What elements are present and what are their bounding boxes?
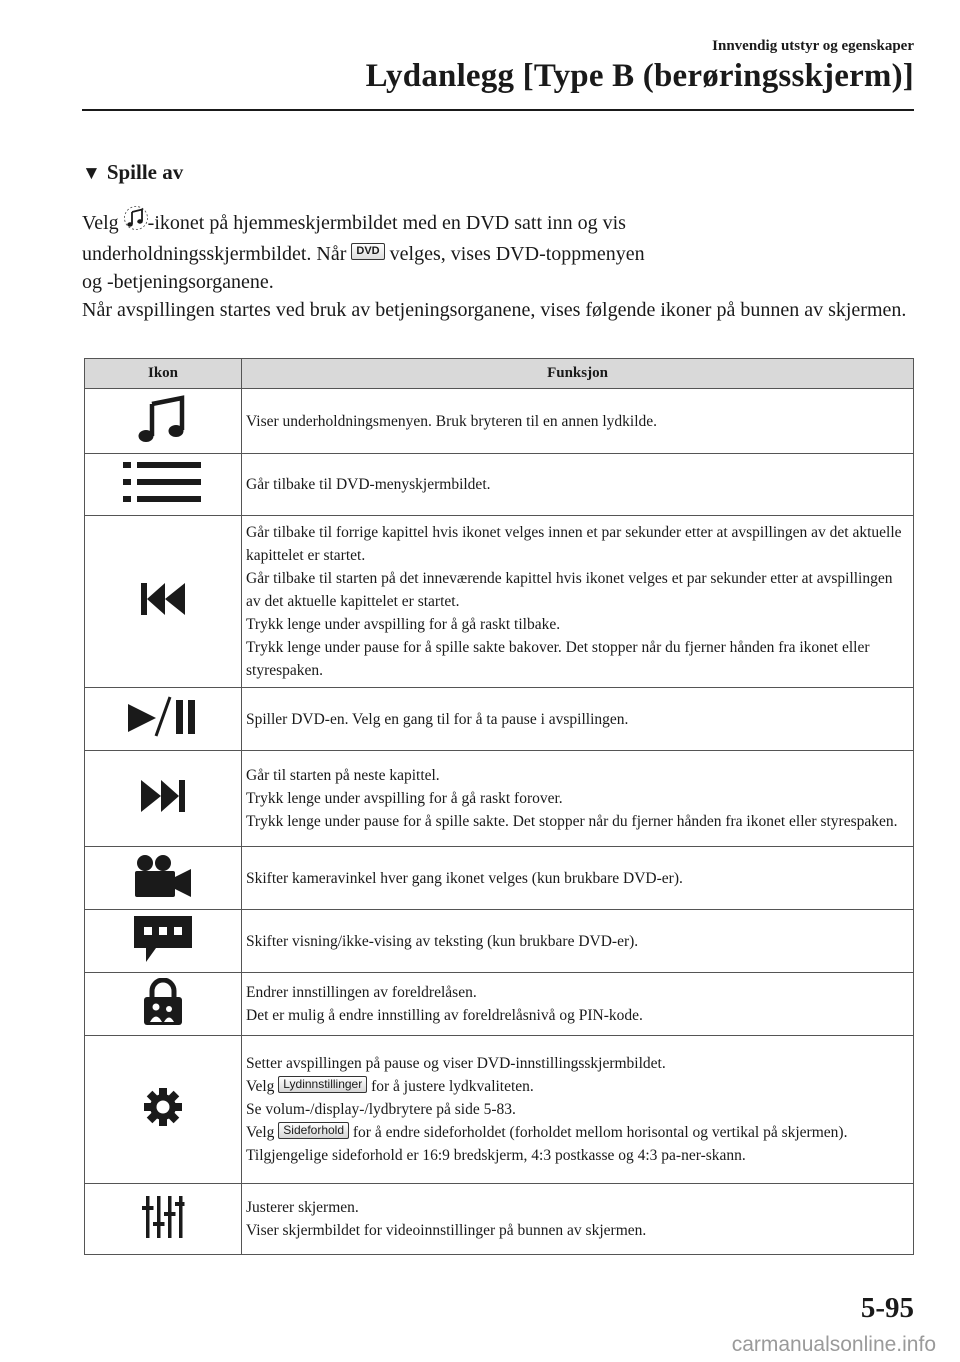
skip-next-icon	[139, 777, 187, 815]
intro-line3: og -betjeningsorganene.	[82, 271, 274, 293]
function-text: Trykk lenge under pause for å spille sakte. Det stopper når du fjerner hånden fra ikonet eller styrespaken.	[246, 813, 898, 830]
function-text: Trykk lenge under avspilling for å gå raskt forover.	[246, 790, 563, 807]
function-text: Skifter kameravinkel hver gang ikonet velges (kun brukbare DVD-er).	[246, 869, 683, 887]
velg-label: Velg	[246, 1124, 279, 1141]
intro-paragraph-1	[82, 206, 917, 296]
function-text: Skifter visning/ikke-vising av teksting (kun brukbare DVD-er).	[246, 932, 639, 950]
chapter-title: Lydanlegg [Type B (berøringsskjerm)]	[365, 58, 914, 94]
chapter-subtitle: Innvendig utstyr og egenskaper	[712, 38, 914, 54]
gear-icon	[143, 1087, 183, 1127]
table-row	[85, 847, 914, 910]
function-text: Det er mulig å endre innstilling av foreldrelåsnivå og PIN-kode.	[246, 1007, 643, 1024]
table-row	[85, 516, 914, 688]
table-row	[85, 1036, 914, 1184]
function-text: Trykk lenge under pause for å spille sakte bakover. Det stopper når du fjerner hånden fra ikonet eller styrespaken.	[246, 639, 870, 679]
table-row	[85, 389, 914, 454]
video-camera-icon	[133, 853, 193, 899]
table-row	[85, 1184, 914, 1255]
table-row	[85, 910, 914, 973]
function-text: Går tilbake til starten på det inneværende kapittel hvis ikonet velges et par sekunder etter at avspillingen av det aktuelle kapittelet er startet.	[246, 570, 893, 610]
intro-velg: Velg	[82, 212, 124, 234]
function-text: Se volum-/display-/lydbrytere på side 5-83.	[246, 1101, 516, 1118]
function-text: Går tilbake til forrige kapittel hvis ikonet velges innen et par sekunder etter at avspillingen av det aktuelle kapittelet er startet.	[246, 524, 902, 564]
table-row	[85, 751, 914, 847]
function-text: Justerer skjermen.	[246, 1199, 359, 1216]
velg-label: Velg	[246, 1078, 279, 1095]
header-divider	[82, 109, 914, 111]
column-header-function: Funksjon	[242, 359, 914, 389]
music-note-icon	[124, 206, 148, 240]
intro-line1: -ikonet på hjemmeskjermbildet med en DVD satt inn og vis	[147, 212, 626, 234]
function-text: Viser skjermbildet for videoinnstillinger på bunnen av skjermen.	[246, 1222, 647, 1239]
table-row	[85, 688, 914, 751]
dvd-button: DVD	[351, 243, 384, 260]
column-header-icon: Ikon	[85, 359, 242, 389]
function-text: Viser underholdningsmenyen. Bruk bryteren til en annen lydkilde.	[246, 412, 658, 430]
lydinnstillinger-button: Lydinnstillinger	[278, 1076, 367, 1093]
sideforhold-button: Sideforhold	[278, 1122, 349, 1139]
function-text: Endrer innstillingen av foreldrelåsen.	[246, 984, 477, 1001]
table-row	[85, 454, 914, 516]
function-text-after-key2: for å endre sideforholdet (forholdet mellom horisontal og vertikal på skjermen). Tilgjengelige sideforhold er 16:9 bredskjerm, 4:3 postkasse og 4:3 pa-ner-skann.	[246, 1124, 848, 1164]
subtitle-bubble-icon	[132, 914, 194, 964]
triangle-bullet-icon: ▼	[82, 163, 101, 184]
parental-lock-icon	[142, 978, 184, 1026]
skip-previous-icon	[139, 580, 187, 618]
watermark: carmanualsonline.info	[731, 1333, 936, 1356]
intro-paragraph-2: Når avspillingen startes ved bruk av betjeningsorganene, vises følgende ikoner på bunnen av skjermen.	[82, 299, 907, 321]
table-header-row	[85, 359, 914, 389]
intro-line2-pre: underholdningsskjermbildet. Når	[82, 243, 352, 265]
function-text-after-key1: for å justere lydkvaliteten.	[367, 1078, 534, 1095]
function-text: Spiller DVD-en. Velg en gang til for å ta pause i avspillingen.	[246, 710, 629, 728]
page-number: 5-95	[860, 1292, 914, 1324]
function-text: Setter avspillingen på pause og viser DVD-innstillingsskjermbildet.	[246, 1055, 666, 1072]
play-pause-icon	[126, 694, 200, 740]
function-text: Går tilbake til DVD-menyskjermbildet.	[246, 476, 491, 493]
icon-function-table	[84, 358, 914, 1255]
section-heading-text: Spille av	[106, 160, 184, 184]
intro-text	[82, 206, 917, 324]
music-note-icon	[136, 394, 190, 444]
video-adjust-sliders-icon	[141, 1194, 185, 1240]
function-text	[246, 1121, 909, 1167]
function-text	[246, 1075, 909, 1098]
list-menu-icon	[123, 460, 203, 504]
function-text: Går til starten på neste kapittel.	[246, 767, 440, 784]
table-row	[85, 973, 914, 1036]
function-text: Trykk lenge under avspilling for å gå raskt tilbake.	[246, 616, 561, 633]
intro-line2-post: velges, vises DVD-toppmenyen	[384, 243, 645, 265]
section-heading	[82, 160, 183, 185]
